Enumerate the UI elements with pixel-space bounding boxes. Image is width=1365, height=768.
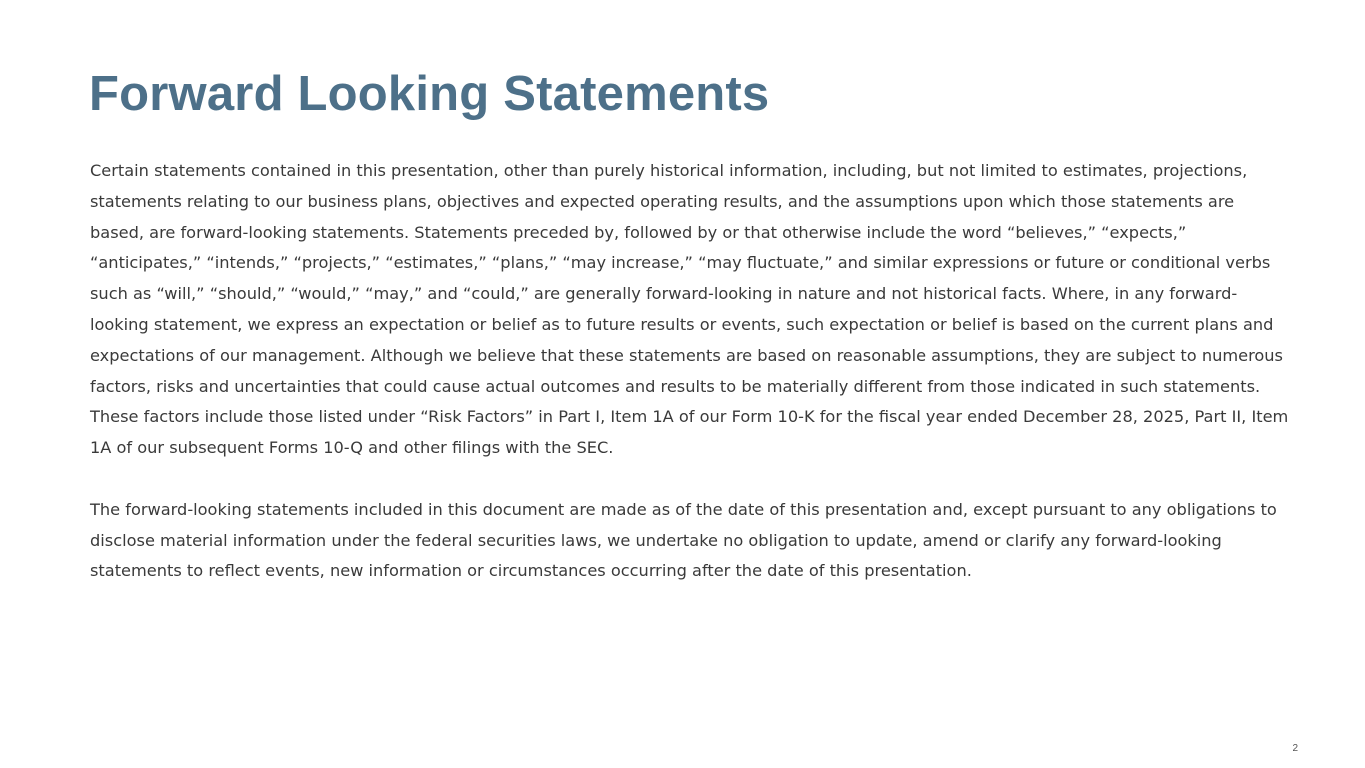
page-number: 2 bbox=[1292, 743, 1298, 754]
paragraph-as-of-date: The forward-looking statements included in this document are made as of the date of this presentation and, except pursuant to any obligations to disclose material information under the federal securities laws, we undertake no obligation to update, amend or clarify any forward-looking statements to reflect events, new information or circumstances occurring after the date of this presentation. bbox=[90, 499, 1277, 581]
body-text bbox=[90, 156, 1290, 587]
page-title: Forward Looking Statements bbox=[89, 67, 770, 121]
paragraph-forward-looking: Certain statements contained in this presentation, other than purely historical information, including, but not limited to estimates, projections, statements relating to our business plans, objectives and expected operating results, and the assumptions upon which those statements are based, are forward-looking statements. Statements preceded by, followed by or that otherwise include the word “believes,” “expects,” “anticipates,” “intends,” “projects,” “estimates,” “plans,” “may increase,” “may fluctuate,” and similar expressions or future or conditional verbs such as “will,” “should,” “would,” “may,” and “could,” are generally forward-looking in nature and not historical facts. Where, in any forward-looking statement, we express an expectation or belief as to future results or events, such expectation or belief is based on the current plans and expectations of our management. Although we believe that these statements are based on reasonable assumptions, they are subject to numerous factors, risks and uncertainties that could cause actual outcomes and results to be materially different from those indicated in such statements. These factors include those listed under “Risk Factors” in Part I, Item 1A of our Form 10-K for the fiscal year ended December 28, 2025, Part II, Item 1A of our subsequent Forms 10-Q and other filings with the SEC. bbox=[90, 161, 1289, 458]
